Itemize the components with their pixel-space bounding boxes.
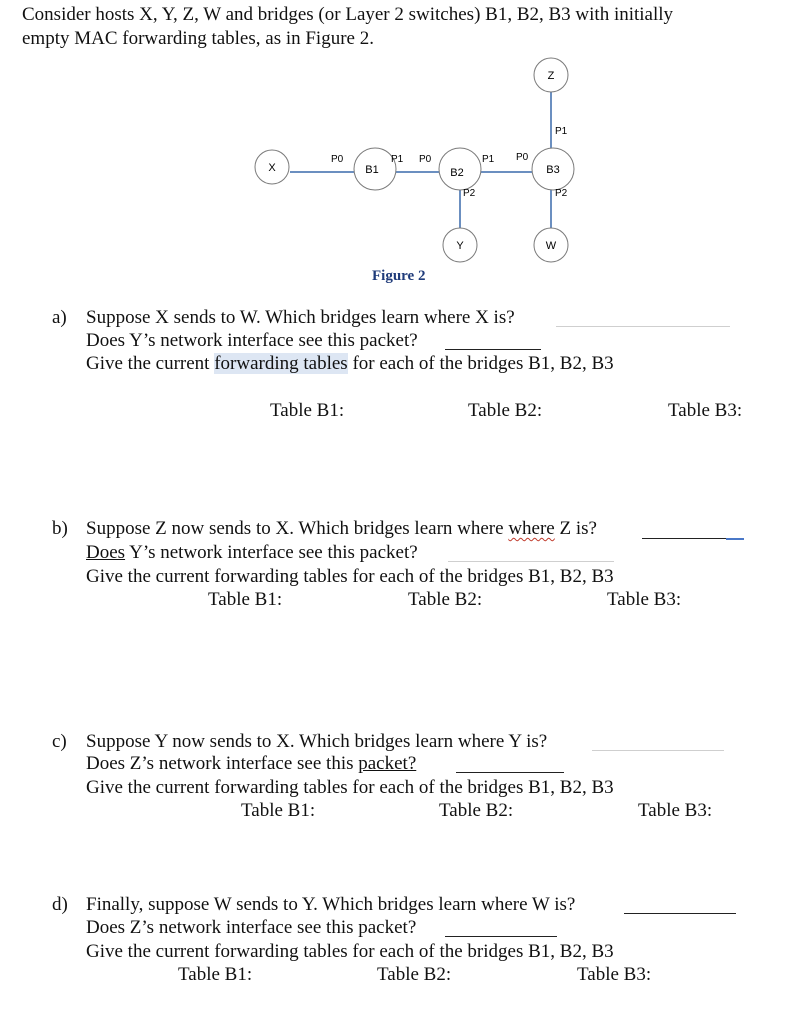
part-b-q1-pre: Suppose Z now sends to X. Which bridges learn where [86, 518, 509, 539]
part-b-answer-1-cursor [726, 538, 744, 540]
part-c-answer-1-blank[interactable] [592, 750, 724, 751]
part-c-question-1: Suppose Y now sends to X. Which bridges learn where Y is? [86, 731, 548, 752]
part-a-table-b2: Table B2: [468, 400, 543, 421]
part-d-answer-1-blank[interactable] [624, 913, 736, 914]
part-c-question-3: Give the current forwarding tables for each of the bridges B1, B2, B3 [86, 777, 614, 798]
part-b-question-3: Give the current forwarding tables for each of the bridges B1, B2, B3 [86, 566, 614, 587]
part-c-q2-pre: Does Z’s network interface see this [86, 753, 359, 774]
part-c-table-b2: Table B2: [439, 800, 514, 821]
b2-port-p1: P1 [482, 154, 495, 165]
b1-port-p0: P0 [331, 154, 344, 165]
part-d-table-b2: Table B2: [377, 964, 452, 985]
part-b-answer-2-blank[interactable] [448, 561, 614, 562]
part-b-q1-spellcheck-word: where [508, 518, 555, 539]
part-c-table-b1: Table B1: [241, 800, 316, 821]
host-y-label: Y [456, 240, 464, 252]
host-w-label: W [545, 240, 557, 252]
bridge-b2-label: B2 [450, 167, 464, 179]
b1-port-p1: P1 [391, 154, 404, 165]
part-a-q3-post: for each of the bridges B1, B2, B3 [347, 353, 614, 374]
part-c-q2-underlined-word: packet? [358, 753, 417, 774]
figure-caption: Figure 2 [372, 268, 426, 284]
bridge-b3-label: B3 [546, 164, 560, 176]
part-d-table-b1: Table B1: [178, 964, 253, 985]
part-b-table-b2: Table B2: [408, 589, 483, 610]
network-diagram [0, 0, 803, 270]
part-b-q2-post: Y’s network interface see this packet? [125, 542, 418, 563]
part-a-q3-pre: Give the current [86, 353, 215, 374]
part-d-question-2: Does Z’s network interface see this packet? [86, 917, 417, 938]
part-b-answer-1-blank[interactable] [642, 538, 726, 539]
part-a-answer-2-blank[interactable] [445, 349, 541, 350]
bridge-b1-label: B1 [365, 164, 379, 176]
part-d-label: d) [52, 894, 68, 915]
part-b-question-1 [86, 518, 597, 540]
part-a-label: a) [52, 307, 67, 328]
part-c-label: c) [52, 731, 67, 752]
part-c-table-b3: Table B3: [638, 800, 713, 821]
part-a-answer-1-blank[interactable] [556, 326, 730, 327]
b2-port-p2: P2 [463, 188, 476, 199]
intro-line-2: empty MAC forwarding tables, as in Figure 2. [22, 28, 374, 49]
b3-port-p0: P0 [516, 152, 529, 163]
part-d-table-b3: Table B3: [577, 964, 652, 985]
b3-port-p2: P2 [555, 188, 568, 199]
part-b-question-2 [86, 542, 418, 564]
part-a-question-2: Does Y’s network interface see this packet? [86, 330, 418, 351]
b2-port-p0: P0 [419, 154, 432, 165]
part-b-table-b3: Table B3: [607, 589, 682, 610]
part-a-question-1: Suppose X sends to W. Which bridges learn where X is? [86, 307, 515, 328]
intro-line-1: Consider hosts X, Y, Z, W and bridges (or Layer 2 switches) B1, B2, B3 with initially [22, 4, 674, 25]
part-d-answer-2-blank[interactable] [445, 936, 557, 937]
part-d-question-1: Finally, suppose W sends to Y. Which bridges learn where W is? [86, 894, 576, 915]
part-c-question-2 [86, 753, 416, 775]
part-b-q2-underlined-word: Does [86, 542, 126, 563]
part-c-answer-2-blank[interactable] [456, 772, 564, 773]
host-z-label: Z [547, 70, 555, 82]
part-b-label: b) [52, 518, 68, 539]
part-b-q1-post: Z is? [554, 518, 597, 539]
part-a-q3-highlight: forwarding tables [214, 353, 348, 374]
part-a-table-b1: Table B1: [270, 400, 345, 421]
part-a-table-b3: Table B3: [668, 400, 743, 421]
host-x-label: X [268, 162, 276, 174]
b3-port-p1: P1 [555, 126, 568, 137]
part-d-question-3: Give the current forwarding tables for each of the bridges B1, B2, B3 [86, 941, 614, 962]
part-a-question-3 [86, 353, 614, 375]
part-b-table-b1: Table B1: [208, 589, 283, 610]
